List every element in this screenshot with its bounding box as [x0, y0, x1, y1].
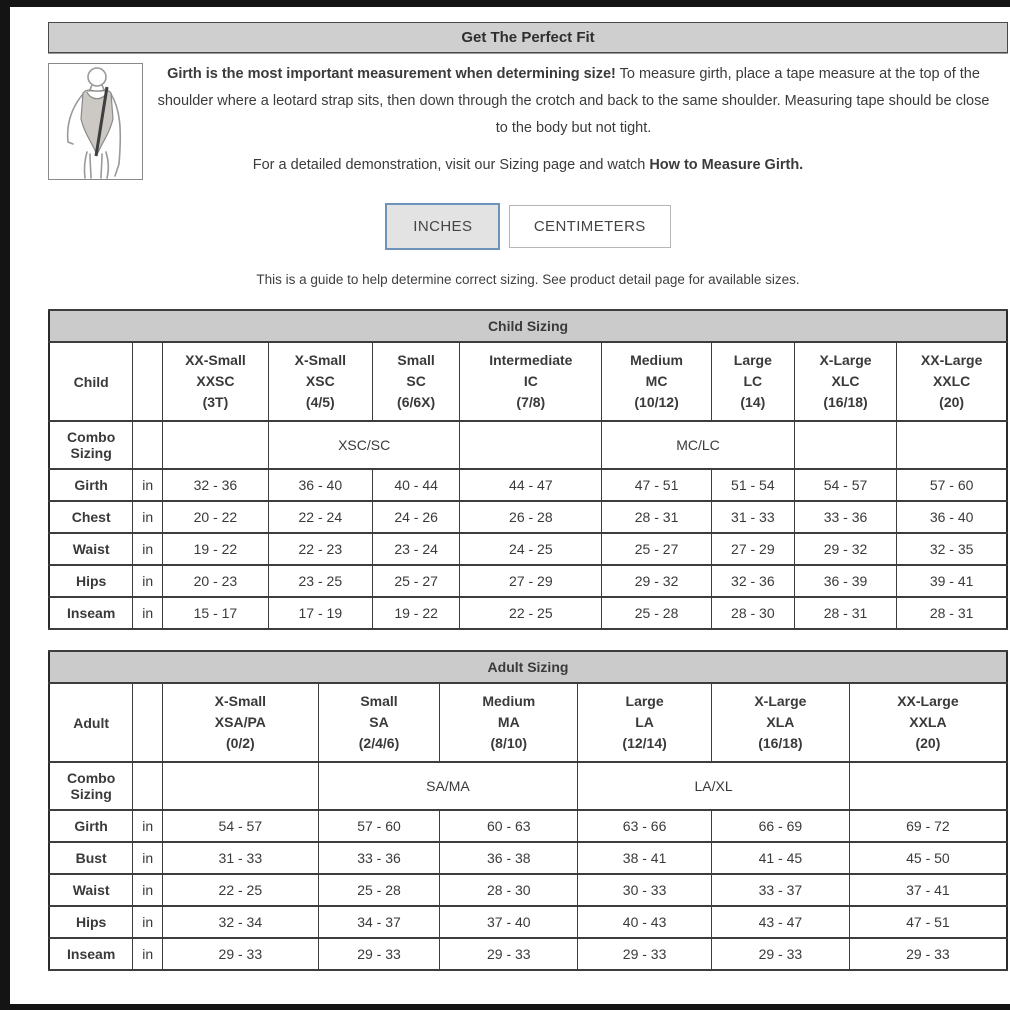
measurement-value-cell: 29 - 33 — [440, 938, 578, 970]
size-column-code: IC — [523, 373, 538, 390]
unit-header-cell — [133, 342, 163, 421]
measurement-value-cell: 19 - 22 — [372, 597, 460, 629]
measurement-row — [49, 810, 1007, 842]
measurement-value-cell: 57 - 60 — [897, 469, 1007, 501]
measurement-value-cell: 25 - 28 — [602, 597, 712, 629]
combo-merged-cell: LA/XL — [578, 762, 850, 810]
size-column-header — [440, 683, 578, 762]
measurement-value-cell: 36 - 39 — [794, 565, 897, 597]
combo-merged-cell: MC/LC — [602, 421, 795, 469]
measurement-value-cell: 36 - 40 — [268, 469, 372, 501]
size-column-name: XX-Large — [897, 693, 959, 710]
measurement-value-cell: 66 - 69 — [711, 810, 849, 842]
combo-sizing-label: Combo Sizing — [49, 762, 133, 810]
size-column-code: MA — [497, 714, 520, 731]
size-column-code: LC — [743, 373, 763, 390]
measurement-row-label: Waist — [49, 874, 133, 906]
measurement-row — [49, 842, 1007, 874]
size-column-header — [163, 683, 319, 762]
size-column-header — [849, 683, 1007, 762]
measurement-unit-cell: in — [133, 874, 163, 906]
measurement-row — [49, 906, 1007, 938]
intro-section — [48, 61, 1008, 141]
page-border-top — [0, 0, 1010, 7]
measurement-value-cell: 22 - 24 — [268, 501, 372, 533]
measurement-value-cell: 15 - 17 — [163, 597, 269, 629]
measurement-value-cell: 23 - 25 — [268, 565, 372, 597]
measurement-value-cell: 29 - 33 — [849, 938, 1007, 970]
size-column-name: X-Small — [214, 693, 267, 710]
size-column-sizes: (4/5) — [305, 394, 335, 411]
measurement-value-cell: 41 - 45 — [711, 842, 849, 874]
measurement-value-cell: 32 - 36 — [711, 565, 794, 597]
size-column-code: XLA — [766, 714, 795, 731]
size-column-code: XSC — [305, 373, 335, 390]
measurement-value-cell: 29 - 33 — [578, 938, 712, 970]
combo-empty-cell — [460, 421, 602, 469]
size-column-name: Small — [360, 693, 398, 710]
measurement-value-cell: 22 - 23 — [268, 533, 372, 565]
child-sizing-table-body — [49, 310, 1007, 629]
measurement-value-cell: 29 - 33 — [711, 938, 849, 970]
size-column-header — [372, 342, 460, 421]
measurement-row-label: Girth — [49, 469, 133, 501]
combo-empty-cell — [163, 421, 269, 469]
unit-header-cell — [133, 683, 163, 762]
size-column-code: MC — [645, 373, 668, 390]
measurement-value-cell: 17 - 19 — [268, 597, 372, 629]
size-column-header — [268, 342, 372, 421]
size-column-sizes: (7/8) — [516, 394, 546, 411]
measurement-value-cell: 37 - 41 — [849, 874, 1007, 906]
size-column-code: SC — [406, 373, 426, 390]
measurement-value-cell: 29 - 33 — [318, 938, 440, 970]
measurement-value-cell: 32 - 35 — [897, 533, 1007, 565]
size-column-sizes: (2/4/6) — [358, 735, 400, 752]
centimeters-button[interactable]: CENTIMETERS — [509, 205, 671, 248]
measurement-row — [49, 469, 1007, 501]
measurement-row-label: Inseam — [49, 938, 133, 970]
measurement-value-cell: 22 - 25 — [163, 874, 319, 906]
measurement-value-cell: 20 - 23 — [163, 565, 269, 597]
size-column-sizes: (20) — [939, 394, 965, 411]
measurement-value-cell: 47 - 51 — [602, 469, 712, 501]
row-header-cell: Child — [49, 342, 133, 421]
size-column-sizes: (10/12) — [634, 394, 679, 411]
measurement-value-cell: 34 - 37 — [318, 906, 440, 938]
measurement-value-cell: 32 - 36 — [163, 469, 269, 501]
size-column-code: XXLC — [932, 373, 971, 390]
measurement-value-cell: 40 - 43 — [578, 906, 712, 938]
table-title-bar: Child Sizing — [49, 310, 1007, 342]
measurement-row — [49, 501, 1007, 533]
measurement-value-cell: 33 - 36 — [318, 842, 440, 874]
measurement-value-cell: 27 - 29 — [711, 533, 794, 565]
measurement-row — [49, 533, 1007, 565]
adult-sizing-table-body — [49, 651, 1007, 970]
measurement-value-cell: 28 - 31 — [602, 501, 712, 533]
child-sizing-table — [48, 309, 1008, 630]
measurement-row-label: Chest — [49, 501, 133, 533]
measurement-unit-cell: in — [133, 533, 163, 565]
size-column-name: X-Large — [754, 693, 807, 710]
measurement-value-cell: 54 - 57 — [163, 810, 319, 842]
measurement-value-cell: 29 - 32 — [602, 565, 712, 597]
measurement-value-cell: 33 - 36 — [794, 501, 897, 533]
combo-empty-cell — [897, 421, 1007, 469]
measurement-value-cell: 27 - 29 — [460, 565, 602, 597]
size-column-code: XSA/PA — [214, 714, 266, 731]
size-column-sizes: (6/6X) — [397, 394, 436, 411]
size-column-header — [578, 683, 712, 762]
size-column-sizes: (12/14) — [622, 735, 667, 752]
combo-merged-cell: XSC/SC — [268, 421, 460, 469]
guide-note: This is a guide to help determine correct sizing. See product detail page for available sizes. — [256, 272, 800, 288]
size-column-name: Intermediate — [489, 352, 573, 369]
sizing-guide-content — [48, 22, 1008, 971]
measurement-value-cell: 28 - 31 — [794, 597, 897, 629]
size-column-code: XXLA — [909, 714, 947, 731]
size-column-header — [711, 342, 794, 421]
inches-button[interactable]: INCHES — [385, 203, 500, 250]
measurement-value-cell: 39 - 41 — [897, 565, 1007, 597]
measurement-unit-cell: in — [133, 469, 163, 501]
combo-empty-cell — [849, 762, 1007, 810]
measurement-row-label: Girth — [49, 810, 133, 842]
measurement-value-cell: 40 - 44 — [372, 469, 460, 501]
page-border-bottom — [0, 1004, 1010, 1010]
measurement-value-cell: 25 - 28 — [318, 874, 440, 906]
measurement-value-cell: 60 - 63 — [440, 810, 578, 842]
size-column-code: SA — [369, 714, 389, 731]
measurement-value-cell: 30 - 33 — [578, 874, 712, 906]
combo-empty-cell — [163, 762, 319, 810]
measurement-unit-cell: in — [133, 597, 163, 629]
measurement-value-cell: 33 - 37 — [711, 874, 849, 906]
measurement-value-cell: 28 - 30 — [440, 874, 578, 906]
row-header-cell: Adult — [49, 683, 133, 762]
unit-toggle — [48, 203, 1008, 250]
measurement-row — [49, 597, 1007, 629]
size-column-name: XX-Small — [185, 352, 246, 369]
combo-empty-cell — [794, 421, 897, 469]
combo-unit-cell — [133, 421, 163, 469]
size-column-sizes: (16/18) — [758, 735, 803, 752]
measurement-unit-cell: in — [133, 501, 163, 533]
measurement-value-cell: 38 - 41 — [578, 842, 712, 874]
size-column-name: Small — [397, 352, 435, 369]
measurement-value-cell: 20 - 22 — [163, 501, 269, 533]
size-column-sizes: (16/18) — [823, 394, 868, 411]
size-column-header — [318, 683, 440, 762]
measurement-row-label: Hips — [49, 906, 133, 938]
measurement-value-cell: 19 - 22 — [163, 533, 269, 565]
measurement-value-cell: 22 - 25 — [460, 597, 602, 629]
girth-instructions-body: To measure girth, place a tape measure at the top of the shoulder where a leotard strap sits, then down through the crotch and back to the same shoulder. Measuring tape should be close to the body but not tight. — [157, 66, 990, 136]
measurement-value-cell: 24 - 26 — [372, 501, 460, 533]
demo-line — [48, 157, 1008, 173]
measurement-value-cell: 43 - 47 — [711, 906, 849, 938]
measurement-unit-cell: in — [133, 842, 163, 874]
measurement-row — [49, 874, 1007, 906]
size-column-code: LA — [635, 714, 654, 731]
measurement-value-cell: 28 - 30 — [711, 597, 794, 629]
adult-sizing-table — [48, 650, 1008, 971]
girth-instructions — [153, 61, 994, 141]
girth-instructions-lead: Girth is the most important measurement when determining size! — [167, 66, 616, 82]
measurement-row — [49, 565, 1007, 597]
measurement-value-cell: 45 - 50 — [849, 842, 1007, 874]
size-column-name: X-Large — [819, 352, 872, 369]
size-column-name: Medium — [630, 352, 683, 369]
measurement-unit-cell: in — [133, 565, 163, 597]
measurement-value-cell: 24 - 25 — [460, 533, 602, 565]
measurement-value-cell: 23 - 24 — [372, 533, 460, 565]
measurement-row-label: Waist — [49, 533, 133, 565]
size-column-name: Medium — [482, 693, 536, 710]
measurement-value-cell: 25 - 27 — [602, 533, 712, 565]
measurement-value-cell: 26 - 28 — [460, 501, 602, 533]
size-column-sizes: (14) — [740, 394, 766, 411]
measurement-value-cell: 25 - 27 — [372, 565, 460, 597]
measurement-value-cell: 32 - 34 — [163, 906, 319, 938]
page-border-left — [0, 0, 10, 1010]
measurement-value-cell: 51 - 54 — [711, 469, 794, 501]
measurement-value-cell: 44 - 47 — [460, 469, 602, 501]
size-column-header — [794, 342, 897, 421]
measurement-row — [49, 938, 1007, 970]
size-column-name: Large — [733, 352, 772, 369]
measurement-value-cell: 36 - 38 — [440, 842, 578, 874]
size-column-sizes: (20) — [915, 735, 941, 752]
size-column-header — [602, 342, 712, 421]
measurement-value-cell: 31 - 33 — [163, 842, 319, 874]
measurement-value-cell: 36 - 40 — [897, 501, 1007, 533]
demo-line-text: For a detailed demonstration, visit our Sizing page and watch — [252, 157, 650, 174]
size-column-sizes: (3T) — [202, 394, 229, 411]
size-column-header — [711, 683, 849, 762]
size-column-code: XXSC — [196, 373, 235, 390]
leotard-girth-measure-diagram-icon — [48, 63, 143, 180]
combo-merged-cell: SA/MA — [318, 762, 578, 810]
page-title: Get The Perfect Fit — [48, 22, 1008, 53]
measurement-value-cell: 28 - 31 — [897, 597, 1007, 629]
size-column-name: Large — [625, 693, 664, 710]
size-column-header — [163, 342, 269, 421]
size-column-sizes: (8/10) — [490, 735, 528, 752]
measurement-row-label: Hips — [49, 565, 133, 597]
size-column-name: X-Small — [294, 352, 346, 369]
measurement-value-cell: 31 - 33 — [711, 501, 794, 533]
measurement-value-cell: 37 - 40 — [440, 906, 578, 938]
size-column-sizes: (0/2) — [225, 735, 255, 752]
measurement-unit-cell: in — [133, 810, 163, 842]
measurement-value-cell: 54 - 57 — [794, 469, 897, 501]
measurement-row-label: Bust — [49, 842, 133, 874]
table-title-bar: Adult Sizing — [49, 651, 1007, 683]
size-column-header — [897, 342, 1007, 421]
combo-sizing-label: Combo Sizing — [49, 421, 133, 469]
measurement-value-cell: 29 - 33 — [163, 938, 319, 970]
size-column-name: XX-Large — [920, 352, 983, 369]
measurement-unit-cell: in — [133, 906, 163, 938]
size-column-code: XLC — [831, 373, 860, 390]
measurement-row-label: Inseam — [49, 597, 133, 629]
measurement-value-cell: 63 - 66 — [578, 810, 712, 842]
measurement-value-cell: 29 - 32 — [794, 533, 897, 565]
measurement-value-cell: 47 - 51 — [849, 906, 1007, 938]
size-column-header — [460, 342, 602, 421]
measurement-value-cell: 57 - 60 — [318, 810, 440, 842]
measurement-unit-cell: in — [133, 938, 163, 970]
demo-line-bold: How to Measure Girth. — [649, 157, 804, 174]
measurement-value-cell: 69 - 72 — [849, 810, 1007, 842]
combo-unit-cell — [133, 762, 163, 810]
